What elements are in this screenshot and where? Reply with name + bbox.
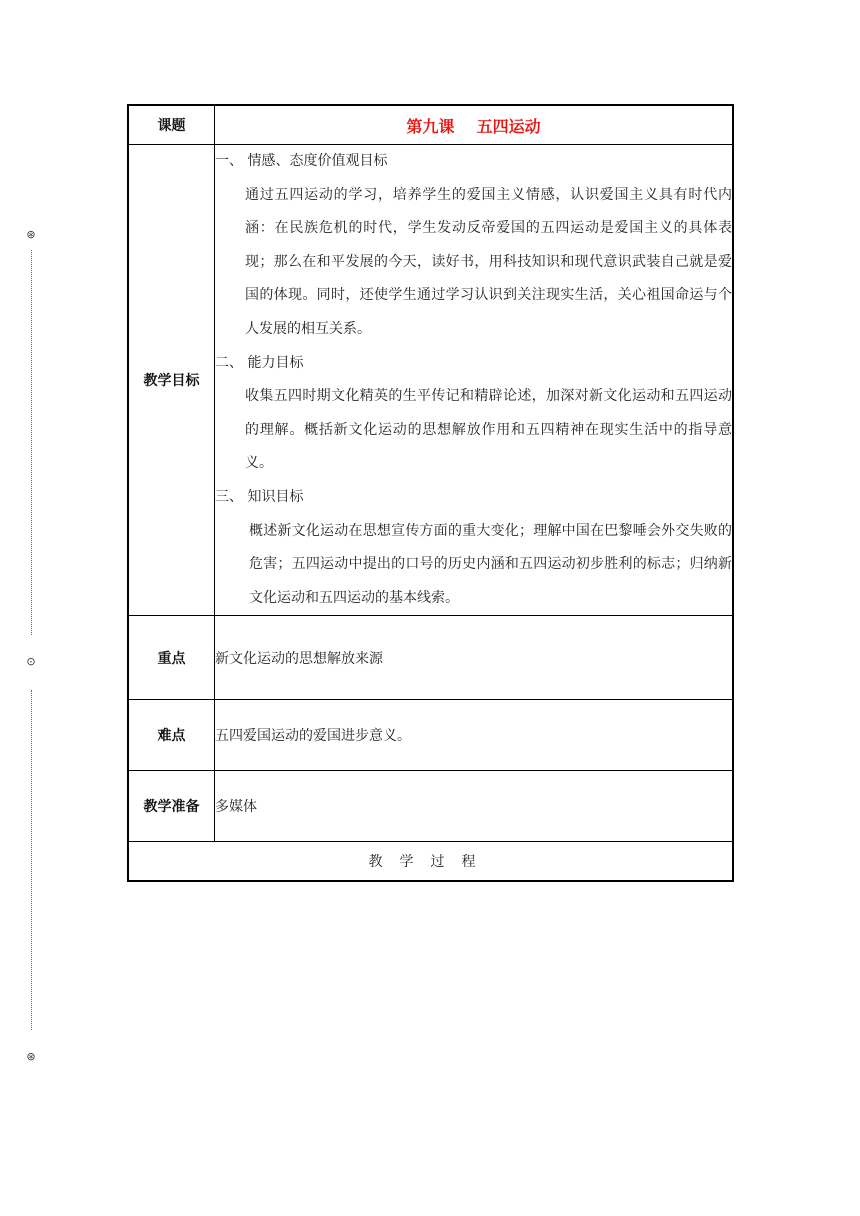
key-point-label: 重点 <box>128 616 215 700</box>
objective-text: 概述新文化运动在思想宣传方面的重大变化；理解中国在巴黎唾会外交失败的危害；五四运动中提出的口号的历史内涵和五四运动初步胜利的标志；归纳新文化运动和五四运动的基本线索。 <box>249 522 732 606</box>
difficulty-row <box>128 700 733 771</box>
key-point-text: 新文化运动的思想解放来源 <box>215 616 734 700</box>
binding-dotted-line <box>31 690 32 1030</box>
objective-heading: 一、 情感、态度价值观目标 <box>215 153 388 169</box>
objective-heading: 三、 知识目标 <box>215 488 304 505</box>
binding-mark: ⊛ <box>26 228 36 241</box>
binding-margin <box>22 0 42 1216</box>
preparation-label: 教学准备 <box>128 771 215 842</box>
objectives-row <box>128 145 733 616</box>
binding-mark: ⊛ <box>26 1050 36 1063</box>
objectives-label: 教学目标 <box>128 145 215 616</box>
key-point-row <box>128 616 733 700</box>
title-row <box>128 105 733 145</box>
preparation-row <box>128 771 733 842</box>
objective-text: 收集五四时期文化精英的生平传记和精辟论述，加深对新文化运动和五四运动的理解。概括新文化运动的思想解放作用和五四精神在现实生活中的指导意义。 <box>245 388 732 472</box>
lesson-plan-table <box>127 104 734 882</box>
teaching-process-heading: 教学过程 <box>128 842 733 882</box>
objective-text: 通过五四运动的学习，培养学生的爱国主义情感，认识爱国主义具有时代内涵：在民族危机的时代，学生发动反帝爱国的五四运动是爱国主义的具体表现；那么在和平发展的今天，读好书，用科技知识和现代意识武装自己就是爱国的体现。同时，还使学生通过学习认识到关注现实生活，关心祖国命运与个人发展的相互关系。 <box>245 186 732 337</box>
difficulty-text: 五四爱国运动的爱国进步意义。 <box>215 700 734 771</box>
objectives-content <box>215 145 734 616</box>
objective-heading: 二、 能力目标 <box>215 354 304 371</box>
process-row <box>128 842 733 882</box>
binding-mark: ⊙ <box>26 655 36 668</box>
lesson-title: 第九课 五四运动 <box>215 105 734 145</box>
difficulty-label: 难点 <box>128 700 215 771</box>
topic-label: 课题 <box>128 105 215 145</box>
binding-dotted-line <box>31 250 32 635</box>
preparation-text: 多媒体 <box>215 771 734 842</box>
